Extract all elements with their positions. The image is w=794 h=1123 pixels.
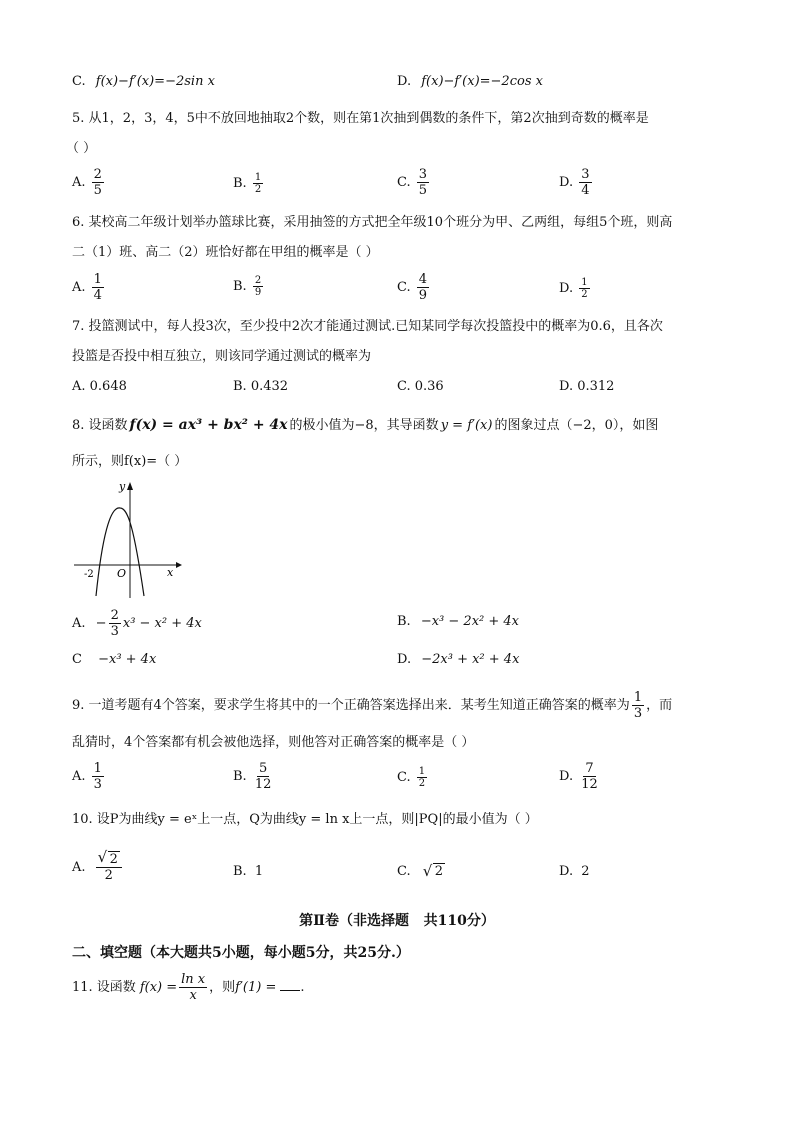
q11-stem <box>72 972 304 1003</box>
q5-option-c <box>397 167 431 198</box>
q9-option-a <box>72 761 106 792</box>
option-label: D. <box>559 769 574 784</box>
sqrt-expression: √ 2 <box>422 862 444 880</box>
q6-option-a <box>72 272 106 303</box>
option-expression: −2x³ + x² + 4x <box>421 652 520 667</box>
stem-text: ，则 <box>209 980 236 995</box>
x-axis-arrow <box>176 562 182 568</box>
parabola-curve <box>96 508 144 596</box>
fraction: $\frac{1}{4}$ <box>93 272 102 303</box>
stem-text: 的极小值为−8，其导函数 <box>289 418 439 433</box>
answer-blank[interactable] <box>280 980 300 991</box>
fraction: $\frac{1}{2}$ <box>254 172 262 195</box>
option-label: D. <box>397 652 412 667</box>
q7-option-b: B. 0.432 <box>233 379 289 394</box>
function-expression: f(x) = <box>139 980 178 995</box>
option-label: C. <box>397 864 411 879</box>
option-expression: x³ − x² + 4x <box>122 616 202 631</box>
q6-option-d <box>559 277 592 300</box>
option-label: B. <box>233 279 247 294</box>
fraction: $\frac{1}{2}$ <box>581 277 588 300</box>
y-axis-arrow <box>127 482 133 490</box>
q9-stem-line1 <box>72 690 672 721</box>
option-expression: f(x)−f′(x)=−2sin x <box>95 74 215 89</box>
stem-text: . <box>300 980 305 995</box>
q6-option-c <box>397 272 431 303</box>
option-label: D. <box>397 74 412 89</box>
q6-stem-line1: 6. 某校高二年级计划举办篮球比赛，采用抽签的方式把全年级10个班分为甲、乙两组，每组5个班，则高 <box>72 215 673 230</box>
q9-stem-line2: 乱猜时，4个答案都有机会被他选择，则他答对正确答案的概率是（ ） <box>72 735 475 750</box>
q9-option-d <box>559 761 602 792</box>
option-label: A. <box>72 769 86 784</box>
fraction: $\frac{1}{2}$ <box>418 766 426 789</box>
fraction: $\frac{1}{3}$ <box>633 690 643 721</box>
q5-option-a <box>72 167 106 198</box>
q7-option-d: D. 0.312 <box>559 379 615 394</box>
stem-text: 8. 设函数 <box>72 418 128 433</box>
option-label: D. <box>559 281 574 296</box>
stem-text: 11. 设函数 <box>72 980 136 995</box>
q6-option-b <box>233 275 265 298</box>
option-label: B. <box>233 176 247 191</box>
q9-option-b <box>233 761 275 792</box>
fraction: $\frac{2}{3}$ <box>110 608 119 639</box>
origin-label: O <box>117 567 127 580</box>
y-axis-label: y <box>119 480 126 493</box>
option-label: C. <box>397 175 411 190</box>
q10-option-c <box>397 864 445 879</box>
fraction: √ 2 2 <box>96 852 122 883</box>
neg2-label: -2 <box>84 569 94 580</box>
derivative-graph <box>72 478 182 600</box>
option-label: C. <box>397 770 411 785</box>
option-label: B. <box>233 864 247 879</box>
option-label: C <box>72 652 82 667</box>
option-label: B. <box>397 614 411 629</box>
option-label: A. <box>72 175 86 190</box>
option-label: C. <box>72 74 86 89</box>
option-expression: −x³ − 2x² + 4x <box>420 614 519 629</box>
fraction: $\frac{7}{12}$ <box>581 761 598 792</box>
option-expression: 2 <box>581 864 590 879</box>
fraction: $\frac{5}{12}$ <box>254 761 272 792</box>
q10-option-a <box>72 848 124 883</box>
option-expression: 1 <box>254 864 264 879</box>
fraction: $\frac{2}{5}$ <box>93 167 102 198</box>
option-label: D. <box>559 175 574 190</box>
q8-option-c <box>72 652 156 667</box>
fraction: $\frac{3}{5}$ <box>418 167 428 198</box>
q8-option-b <box>397 614 519 629</box>
q10-option-d <box>559 864 590 879</box>
stem-text: ，而 <box>646 698 673 713</box>
option-sign: − <box>95 616 107 631</box>
option-label: B. <box>233 769 247 784</box>
q9-option-c <box>397 766 429 789</box>
q6-stem-line2: 二（1）班、高二（2）班恰好都在甲组的概率是（ ） <box>72 245 379 260</box>
q10-option-b <box>233 864 263 879</box>
option-label: C. <box>397 280 411 295</box>
q4-option-c <box>72 72 215 92</box>
option-expression: f(x)−f′(x)=−2cos x <box>421 74 543 89</box>
q8-option-a <box>72 608 202 639</box>
q7-option-a: A. 0.648 <box>72 379 127 394</box>
option-label: A. <box>72 860 86 875</box>
q8-option-d <box>397 652 519 667</box>
option-label: A. <box>72 616 86 631</box>
option-label: D. <box>559 864 574 879</box>
q7-stem-line2: 投篮是否投中相互独立，则该同学通过测试的概率为 <box>72 349 372 364</box>
fraction: $\frac{4}{9}$ <box>418 272 428 303</box>
fraction: $\frac{1}{3}$ <box>93 761 102 792</box>
fraction: $\frac{2}{9}$ <box>254 275 262 298</box>
q5-answer-paren: （ ） <box>66 141 97 156</box>
q5-option-b <box>233 172 265 195</box>
x-axis-label: x <box>167 566 174 579</box>
derivative-expression: f′(1) = <box>235 980 277 995</box>
derivative-expression: y = f′(x) <box>440 418 493 433</box>
part2-heading: 二、填空题（本大题共5小题，每小题5分，共25分.） <box>72 945 410 961</box>
fraction: $\frac{\text{ln x}}{x}$ <box>181 972 206 1003</box>
q5-stem: 5. 从1，2，3，4，5中不放回地抽取2个数，则在第1次抽到偶数的条件下，第2次抽到奇数的概率是 <box>72 111 649 126</box>
q7-option-c: C. 0.36 <box>397 379 444 394</box>
function-expression: f(x) = ax³ + bx² + 4x <box>129 417 288 433</box>
q8-stem-line2: 所示，则f(x)=（ ） <box>72 454 188 469</box>
q7-stem-line1: 7. 投篮测试中，每人投3次，至少投中2次才能通过测试.已知某同学每次投篮投中的概率为0.6，且各次 <box>72 319 663 334</box>
q5-option-d <box>559 167 594 198</box>
stem-text: 9. 一道考题有4个答案，要求学生将其中的一个正确答案选择出来．某考生知道正确答案的概率为 <box>72 698 630 713</box>
option-label: A. <box>72 280 86 295</box>
section-title: 第Ⅱ卷（非选择题 共110分） <box>299 913 495 929</box>
fraction: $\frac{3}{4}$ <box>581 167 590 198</box>
q4-option-d <box>397 72 543 92</box>
q10-stem: 10. 设P为曲线y = eˣ上一点，Q为曲线y = ln x上一点，则|PQ|的最小值为（ ） <box>72 812 538 827</box>
stem-text: 的图象过点（−2，0），如图 <box>494 418 659 433</box>
option-expression: −x³ + 4x <box>98 652 157 667</box>
q8-stem-line1 <box>72 415 658 436</box>
